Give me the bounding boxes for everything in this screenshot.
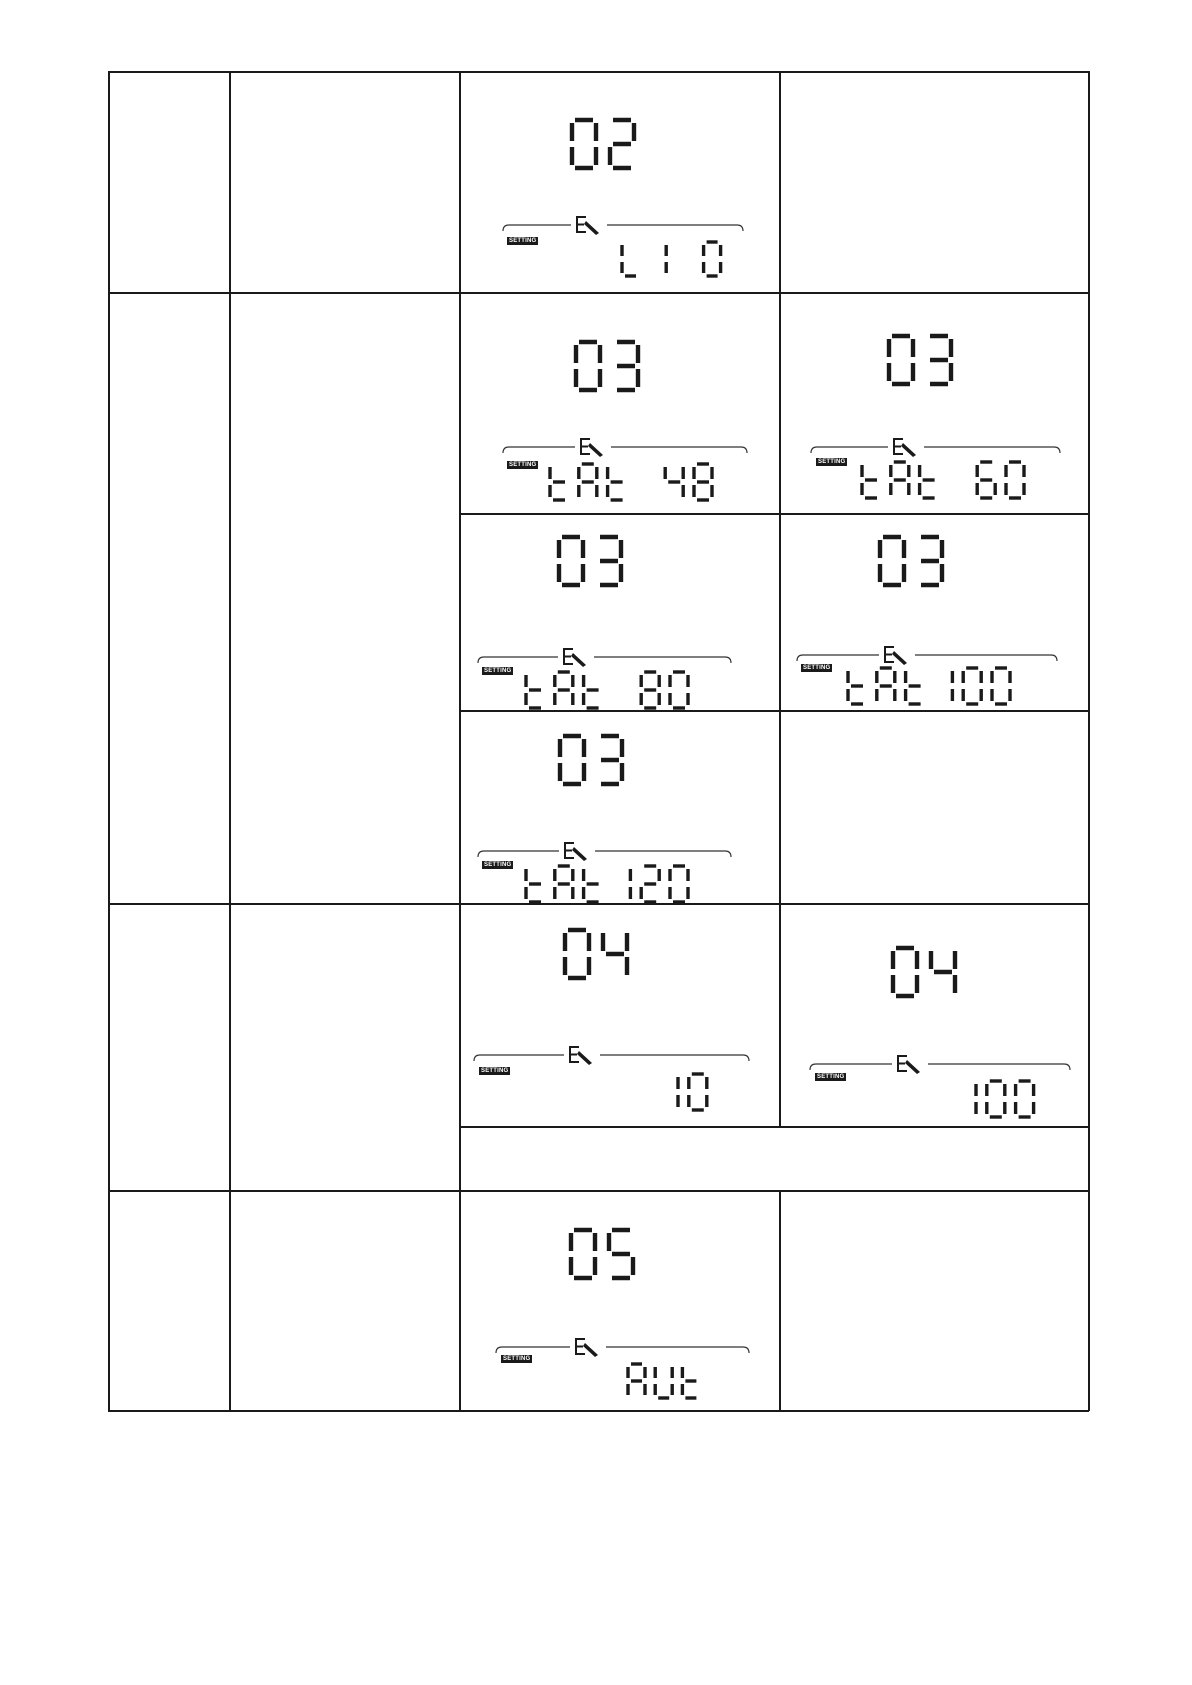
settings-wrench-icon [576,1339,598,1357]
code-digit [609,1230,633,1278]
setting-badge: SETTING [509,238,537,244]
code-digit [571,1230,595,1278]
value-char [655,1367,672,1398]
value-char [682,1367,696,1398]
lcd-frame-line [606,1347,749,1353]
setting-badge: SETTING [818,459,846,465]
setting-badge: SETTING [503,1356,531,1362]
setting-badge: SETTING [817,1074,845,1080]
setting-badge: SETTING [509,462,537,468]
setting-badge: SETTING [484,862,512,868]
lcd-frame-line [496,1347,570,1353]
setting-badge: SETTING [803,665,831,671]
setting-badge: SETTING [484,668,512,674]
value-char [628,1364,645,1395]
setting-badge: SETTING [481,1068,509,1074]
